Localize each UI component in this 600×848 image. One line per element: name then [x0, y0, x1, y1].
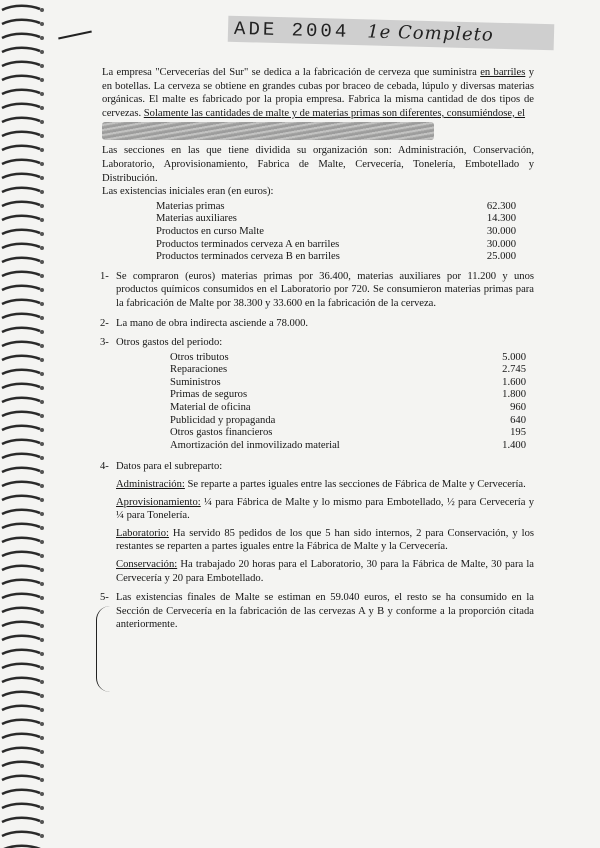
- spiral-coil: [2, 580, 40, 584]
- binding-hole: [40, 442, 44, 446]
- hand-drawn-brace: [96, 606, 119, 692]
- binding-hole: [40, 358, 44, 362]
- spiral-coil: [2, 230, 40, 234]
- section-rule: ¼ para Fábrica de Malte y lo mismo para Embotellado, ½ para Cervecería y ¼ para Tonelería.: [116, 496, 534, 522]
- spiral-coil: [2, 356, 40, 360]
- subdistribution-item: [116, 558, 534, 585]
- spiral-coil: [2, 188, 40, 192]
- row-label: Publicidad y propaganda: [170, 414, 276, 426]
- binding-hole: [40, 498, 44, 502]
- intro-text: " se dedica a la fabricación de cerveza que suministra: [243, 67, 477, 78]
- spiral-coil: [2, 272, 40, 276]
- row-value: 960: [510, 402, 526, 414]
- inventory-title: Las existencias iniciales eran (en euros):: [102, 186, 274, 198]
- item-text: [116, 336, 534, 454]
- row-value: 25.000: [486, 251, 516, 263]
- binding-hole: [40, 316, 44, 320]
- binding-hole: [40, 330, 44, 334]
- subdistribution-list: [116, 478, 534, 585]
- spiral-coil: [2, 328, 40, 332]
- expenses-title: Otros gastos del periodo:: [116, 337, 223, 349]
- value-row: [156, 226, 516, 239]
- binding-hole: [40, 218, 44, 222]
- intro-text: y en botellas. La cerveza se obtiene en grandes cubas por braceo de cebada, lúpulo y diversas materias orgánicas. El malte es fabricado por la propia empresa.: [102, 67, 534, 106]
- binding-hole: [40, 820, 44, 824]
- item-number: 2-: [100, 317, 109, 329]
- binding-hole: [40, 470, 44, 474]
- value-row: [156, 239, 516, 252]
- binding-hole: [40, 288, 44, 292]
- spiral-coil: [2, 748, 40, 752]
- subdistribution-item: [116, 496, 534, 523]
- item-4: [102, 460, 534, 585]
- binding-hole: [40, 232, 44, 236]
- spiral-coil: [2, 832, 40, 836]
- inventory-list: [156, 201, 516, 264]
- spiral-coil: [2, 174, 40, 178]
- spiral-coil: [2, 34, 40, 38]
- spiral-coil: [2, 482, 40, 486]
- spiral-coil: [2, 468, 40, 472]
- spiral-coil: [2, 510, 40, 514]
- item-1: [102, 270, 534, 311]
- item-text: Se compraron (euros) materias primas por 36.400, materias auxiliares por 11.200 y unos productos químicos consumidos en el Laboratorio por 720. Se consumieron materias primas para la fabricación de Malte por 38.300 y 33.600 en la fabricación de la cerveza.: [116, 270, 534, 309]
- spiral-coil: [2, 118, 40, 122]
- binding-hole: [40, 162, 44, 166]
- spiral-coil: [2, 412, 40, 416]
- spiral-coil: [2, 258, 40, 262]
- item-3: [102, 336, 534, 454]
- spiral-coil: [2, 132, 40, 136]
- spiral-coil: [2, 650, 40, 654]
- binding-hole: [40, 78, 44, 82]
- binding-hole: [40, 596, 44, 600]
- spiral-coil: [2, 314, 40, 318]
- binding-hole: [40, 428, 44, 432]
- stamp-text: ADE 2004: [233, 17, 350, 43]
- row-value: 30.000: [486, 225, 516, 237]
- spiral-coil: [2, 804, 40, 808]
- spiral-coil: [2, 146, 40, 150]
- sections-paragraph: Las secciones en las que tiene dividida su organización son: Administración, Conservación, Laboratorio, Aprovisionamiento, Fabrica de Malte, Cervecería, Tonelería, Embotellado y Distribución.: [102, 145, 534, 184]
- value-row: [156, 213, 516, 226]
- spiral-coil: [2, 370, 40, 374]
- binding-hole: [40, 344, 44, 348]
- value-row: [156, 251, 516, 264]
- spiral-coil: [2, 440, 40, 444]
- value-row: [170, 389, 526, 402]
- spiral-coil: [2, 622, 40, 626]
- binding-hole: [40, 64, 44, 68]
- row-value: 1.600: [502, 376, 526, 388]
- subdistribution-item: [116, 478, 534, 492]
- item-number: 1-: [100, 270, 109, 282]
- binding-hole: [40, 694, 44, 698]
- binding-hole: [40, 610, 44, 614]
- row-label: Primas de seguros: [170, 389, 248, 401]
- redacted-scribble: [102, 122, 434, 140]
- row-value: 1.400: [502, 439, 526, 451]
- binding-hole: [40, 302, 44, 306]
- row-label: Material de oficina: [170, 402, 251, 414]
- section-name: Aprovisionamiento:: [116, 496, 201, 508]
- binding-hole: [40, 456, 44, 460]
- subdistribution-item: [116, 527, 534, 554]
- binding-hole: [40, 540, 44, 544]
- spiral-coil: [2, 90, 40, 94]
- pen-mark: [58, 30, 92, 39]
- item-text: [116, 460, 534, 585]
- value-row: [156, 201, 516, 214]
- binding-hole: [40, 484, 44, 488]
- spiral-coil: [2, 552, 40, 556]
- binding-hole: [40, 666, 44, 670]
- value-row: [170, 415, 526, 428]
- item-number: 3-: [100, 337, 109, 349]
- spiral-coil: [2, 734, 40, 738]
- spiral-coil: [2, 790, 40, 794]
- row-value: 62.300: [486, 200, 516, 212]
- binding-hole: [40, 526, 44, 530]
- binding-hole: [40, 554, 44, 558]
- spiral-coil: [2, 202, 40, 206]
- binding-hole: [40, 190, 44, 194]
- section-rule: Ha trabajado 20 horas para el Laboratorio, 30 para la Fábrica de Malte, 30 para la Cervecería y 20 para Embotellado.: [116, 559, 534, 584]
- intro-paragraph: [102, 66, 534, 120]
- expenses-list: [170, 352, 526, 453]
- spiral-coil: [2, 566, 40, 570]
- spiral-coil: [2, 6, 40, 10]
- item-number: 4-: [100, 461, 109, 473]
- spiral-coil: [2, 342, 40, 346]
- spiral-coil: [2, 692, 40, 696]
- spiral-coil: [2, 678, 40, 682]
- binding-hole: [40, 260, 44, 264]
- row-value: 5.000: [502, 351, 526, 363]
- spiral-coil: [2, 496, 40, 500]
- spiral-coil: [2, 286, 40, 290]
- item-text: Las existencias finales de Malte se estiman en 59.040 euros, el resto se ha consumido en la Sección de Cervecería en la fabricación de las cervezas A y B y conforme a la proporción citada anteriormente.: [116, 592, 534, 631]
- binding-hole: [40, 50, 44, 54]
- spiral-coil: [2, 538, 40, 542]
- intro-underlined: en barriles: [480, 67, 526, 78]
- row-label: Suministros: [170, 376, 221, 388]
- binding-hole: [40, 414, 44, 418]
- spiral-coil: [2, 776, 40, 780]
- binding-hole: [40, 176, 44, 180]
- binding-hole: [40, 246, 44, 250]
- row-label: Otros gastos financieros: [170, 427, 273, 439]
- binding-hole: [40, 106, 44, 110]
- spiral-coil: [2, 216, 40, 220]
- value-row: [170, 377, 526, 390]
- row-label: Otros tributos: [170, 351, 229, 363]
- binding-hole: [40, 834, 44, 838]
- spiral-coil: [2, 384, 40, 388]
- spiral-coil: [2, 104, 40, 108]
- spiral-coil: [2, 48, 40, 52]
- item-5: [102, 591, 534, 632]
- row-label: Amortización del inmovilizado material: [170, 439, 340, 451]
- spiral-coil: [2, 62, 40, 66]
- row-value: 30.000: [486, 238, 516, 250]
- spiral-coil: [2, 160, 40, 164]
- binding-hole: [40, 792, 44, 796]
- row-value: 1.800: [502, 389, 526, 401]
- binding-hole: [40, 708, 44, 712]
- section-name: Conservación:: [116, 559, 178, 570]
- binding-hole: [40, 8, 44, 12]
- company-name: Cervecerías del Sur: [159, 67, 244, 78]
- binding-hole: [40, 512, 44, 516]
- spiral-coil: [2, 762, 40, 766]
- section-rule: Ha servido 85 pedidos de los que 5 han sido internos, 2 para Conservación, y los restantes se reparten a partes iguales entre la Fábrica de Malte y la Cervecería.: [116, 527, 534, 553]
- row-label: Productos en curso Malte: [156, 225, 264, 237]
- spiral-coil: [2, 398, 40, 402]
- row-value: 14.300: [486, 213, 516, 225]
- value-row: [170, 352, 526, 365]
- binding-hole: [40, 568, 44, 572]
- row-value: 2.745: [502, 364, 526, 376]
- header-stamp: [228, 16, 555, 51]
- spiral-coil: [2, 664, 40, 668]
- binding-hole: [40, 722, 44, 726]
- spiral-coil: [2, 76, 40, 80]
- spiral-coil: [2, 636, 40, 640]
- spiral-binding: [0, 0, 48, 848]
- section-name: Administración:: [116, 479, 185, 491]
- binding-hole: [40, 638, 44, 642]
- spiral-coil: [2, 594, 40, 598]
- spiral-coil: [2, 454, 40, 458]
- intro-text: Fabrica la misma cantidad de dos tipos de cervezas.: [102, 94, 534, 119]
- spiral-coil: [2, 244, 40, 248]
- binding-hole: [40, 652, 44, 656]
- binding-hole: [40, 680, 44, 684]
- spiral-coil: [2, 524, 40, 528]
- row-label: Materias primas: [156, 200, 225, 212]
- binding-hole: [40, 120, 44, 124]
- binding-hole: [40, 204, 44, 208]
- row-label: Productos terminados cerveza A en barriles: [156, 238, 340, 250]
- binding-hole: [40, 806, 44, 810]
- binding-hole: [40, 736, 44, 740]
- row-label: Materias auxiliares: [156, 213, 237, 225]
- item-2: [102, 317, 534, 331]
- subdistribution-title: Datos para el subreparto:: [116, 461, 223, 473]
- binding-hole: [40, 582, 44, 586]
- section-rule: Se reparte a partes iguales entre las secciones de Fábrica de Malte y Cervecería.: [184, 479, 526, 491]
- spiral-coil: [2, 706, 40, 710]
- binding-hole: [40, 274, 44, 278]
- intro-underlined: Solamente las cantidades de malte y de materias primas son diferentes, consumiéndose, el: [143, 107, 526, 119]
- binding-hole: [40, 134, 44, 138]
- binding-hole: [40, 624, 44, 628]
- spiral-coil: [2, 720, 40, 724]
- binding-hole: [40, 400, 44, 404]
- spiral-coil: [2, 426, 40, 430]
- row-value: 195: [510, 427, 526, 439]
- value-row: [170, 427, 526, 440]
- binding-hole: [40, 778, 44, 782]
- row-value: 640: [510, 414, 526, 426]
- binding-hole: [40, 764, 44, 768]
- binding-hole: [40, 92, 44, 96]
- spiral-coil: [2, 20, 40, 24]
- spiral-coil: [2, 608, 40, 612]
- spiral-coil: [2, 300, 40, 304]
- value-row: [170, 364, 526, 377]
- binding-hole: [40, 386, 44, 390]
- row-label: Reparaciones: [170, 364, 228, 376]
- row-label: Productos terminados cerveza B en barriles: [156, 251, 340, 263]
- item-text: La mano de obra indirecta asciende a 78.000.: [116, 317, 309, 329]
- binding-hole: [40, 750, 44, 754]
- binding-hole: [40, 22, 44, 26]
- section-name: Laboratorio:: [116, 527, 169, 539]
- value-row: [170, 440, 526, 453]
- binding-hole: [40, 36, 44, 40]
- binding-hole: [40, 372, 44, 376]
- document-body: [102, 66, 534, 632]
- handwritten-note: 1e Completo: [366, 21, 494, 46]
- spiral-coil: [2, 818, 40, 822]
- item-number: 5-: [100, 592, 109, 604]
- intro-text: La empresa ": [102, 67, 160, 78]
- value-row: [170, 402, 526, 415]
- binding-hole: [40, 148, 44, 152]
